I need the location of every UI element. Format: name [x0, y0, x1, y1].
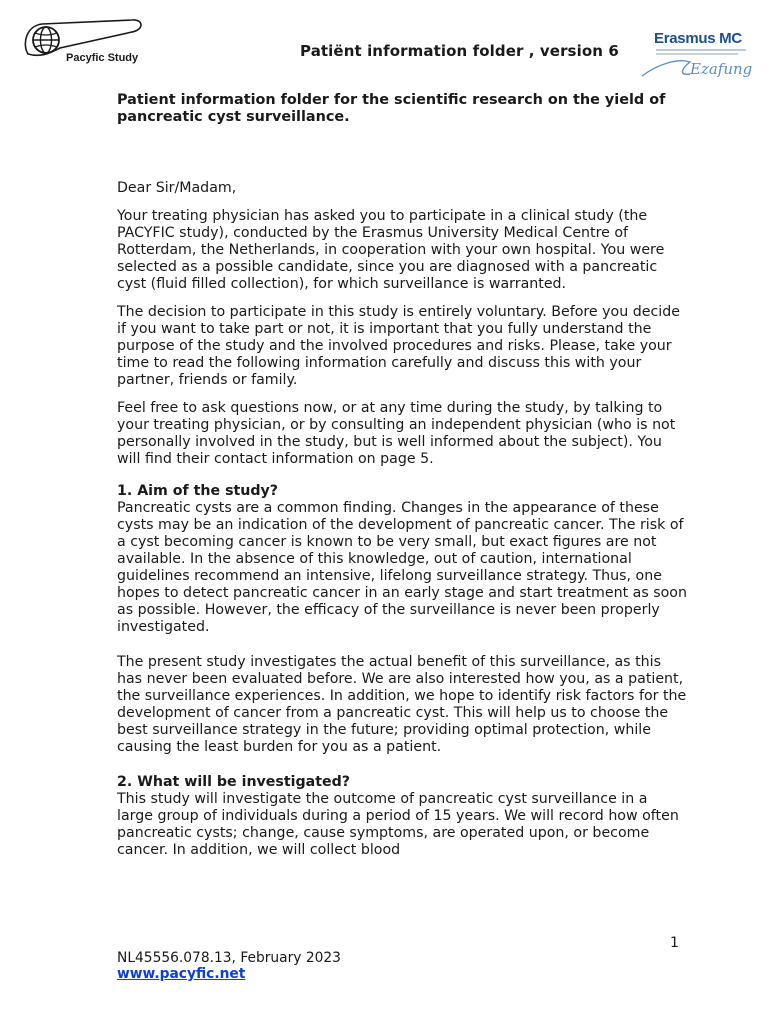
section-1-paragraph-1: Pancreatic cysts are a common finding. Changes in the appearance of these cysts may be an indication of the development of pancreatic cancer. The risk of a cyst becoming cancer is known to be very small, but exact figures are not available. In the absence of this knowledge, out of caution, international guidelines recommend an intensive, lifelong surveillance strategy. Thus, one hopes to detect pancreatic cancer in an early stage and start treatment as soon as possible. However, the efficacy of the surveillance is never been properly investigated.: [117, 500, 687, 635]
section-1-paragraph-2: The present study investigates the actual benefit of this surveillance, as this has never been evaluated before. We are also interested how you, as a patient, the surveillance experiences. In addition, we hope to identify risk factors for the development of cancer from a pancreatic cyst. This will help us to choose the best surveillance strategy in the future; providing optimal protection, while causing the least burden for you as a patient.: [117, 654, 687, 755]
logo-label: Pacyfic Study: [66, 52, 139, 64]
document-body: [117, 92, 687, 859]
intro-paragraph-2: The decision to participate in this study is entirely voluntary. Before you decide if you want to take part or not, it is important that you fully understand the purpose of the study and the involved procedures and risks. Please, take your time to read the following information carefully and discuss this with your partner, friends or family.: [117, 304, 680, 388]
ezafung-signature: Ezafung: [690, 60, 753, 78]
document-title: Patient information folder for the scientific research on the yield of pancreatic cyst surveillance.: [117, 92, 666, 125]
pacyfic-study-logo: [20, 18, 160, 70]
page-number: 1: [670, 935, 679, 951]
salutation: Dear Sir/Madam,: [117, 180, 237, 196]
section-2-heading: 2. What will be investigated?: [117, 774, 351, 790]
intro-paragraph-1: Your treating physician has asked you to participate in a clinical study (the PACYFIC study), conducted by the Erasmus University Medical Centre of Rotterdam, the Netherlands, in cooperation with your own hospital. You were selected as a possible candidate, since you are diagnosed with a pancreatic cyst (fluid filled collection), for which surveillance is warranted.: [117, 208, 665, 292]
globe-icon: [33, 27, 59, 53]
footer: [117, 950, 341, 982]
header-title: Patiënt information folder , version 6: [300, 42, 619, 60]
section-1-heading: 1. Aim of the study?: [117, 483, 279, 499]
footer-reference: NL45556.078.13, February 2023: [117, 950, 341, 966]
section-2-paragraph-1: This study will investigate the outcome of pancreatic cyst surveillance in a large group of individuals during a period of 15 years. We will record how often pancreatic cysts; change, cause symptoms, are operated upon, or become cancer. In addition, we will collect blood: [117, 791, 679, 858]
erasmus-mc-logo: [638, 28, 762, 86]
website-link[interactable]: www.pacyfic.net: [117, 966, 246, 982]
intro-paragraph-3: Feel free to ask questions now, or at any time during the study, by talking to your treating physician, or by consulting an independent physician (who is not personally involved in the study, but is well informed about the subject). You will find their contact information on page 5.: [117, 400, 676, 467]
erasmus-mc-wordmark: Erasmus MC: [654, 30, 742, 47]
